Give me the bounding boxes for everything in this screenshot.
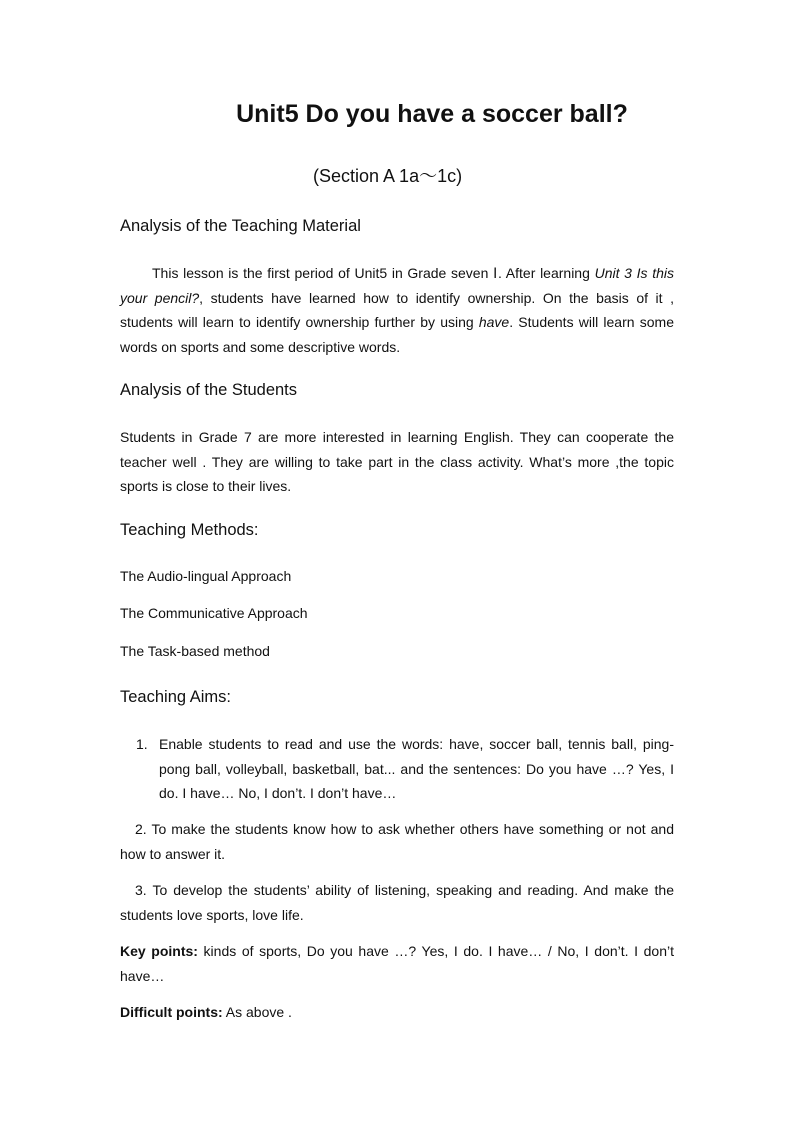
method-item: The Communicative Approach [120, 605, 308, 621]
aim-item-1 [120, 732, 674, 806]
method-item: The Audio-lingual Approach [120, 568, 292, 584]
difficult-points [120, 1000, 674, 1025]
difficult-points-label: Difficult points: [120, 1004, 223, 1020]
aim-number: 1. [136, 736, 148, 752]
material-text-2: , students have learned how to identify ownership. On the basis of it , students will learn to identify ownership further by using [120, 289, 674, 330]
aim-text: 3. To develop the students’ ability of listening, speaking and reading. And make the students love sports, love life. [120, 882, 674, 923]
aim-text: Enable students to read and use the words: have, soccer ball, tennis ball, ping-pong ball, volleyball, basketball, bat... and the sentences: Do you have …? Yes, I do. I have… No, I don’t. I don’t have… [159, 736, 674, 801]
material-text-1: This lesson is the first period of Unit5 in Grade seven Ⅰ. After learning [152, 265, 595, 281]
key-points-text: kinds of sports, Do you have …? Yes, I do. I have… / No, I don’t. I don’t have… [120, 943, 674, 984]
key-points-label: Key points: [120, 943, 198, 959]
heading-teaching-aims: Teaching Aims: [120, 688, 231, 706]
page-subtitle: (Section A 1a～1c) [313, 166, 463, 186]
heading-students: Analysis of the Students [120, 381, 298, 399]
aim-item-3 [120, 878, 674, 927]
method-item: The Task-based method [120, 643, 270, 659]
page-title: Unit5 Do you have a soccer ball? [236, 100, 628, 128]
material-text-3: . Students will learn some words on sports and some descriptive words. [120, 314, 674, 355]
paragraph-students: Students in Grade 7 are more interested in learning English. They can cooperate the teacher well . They are willing to take part in the class activity. What’s more ,the topic sports is close to their lives. [120, 429, 674, 494]
heading-teaching-methods: Teaching Methods: [120, 521, 259, 539]
paragraph-teaching-material [120, 261, 674, 359]
heading-teaching-material: Analysis of the Teaching Material [120, 217, 361, 235]
aim-item-2 [120, 817, 674, 866]
difficult-points-text: As above . [222, 1004, 292, 1020]
aim-text: 2. To make the students know how to ask whether others have something or not and how to answer it. [120, 821, 674, 862]
material-italic-have: have [478, 314, 510, 330]
key-points [120, 939, 674, 988]
material-italic-unit3: Unit 3 Is this your pencil? [120, 265, 675, 306]
